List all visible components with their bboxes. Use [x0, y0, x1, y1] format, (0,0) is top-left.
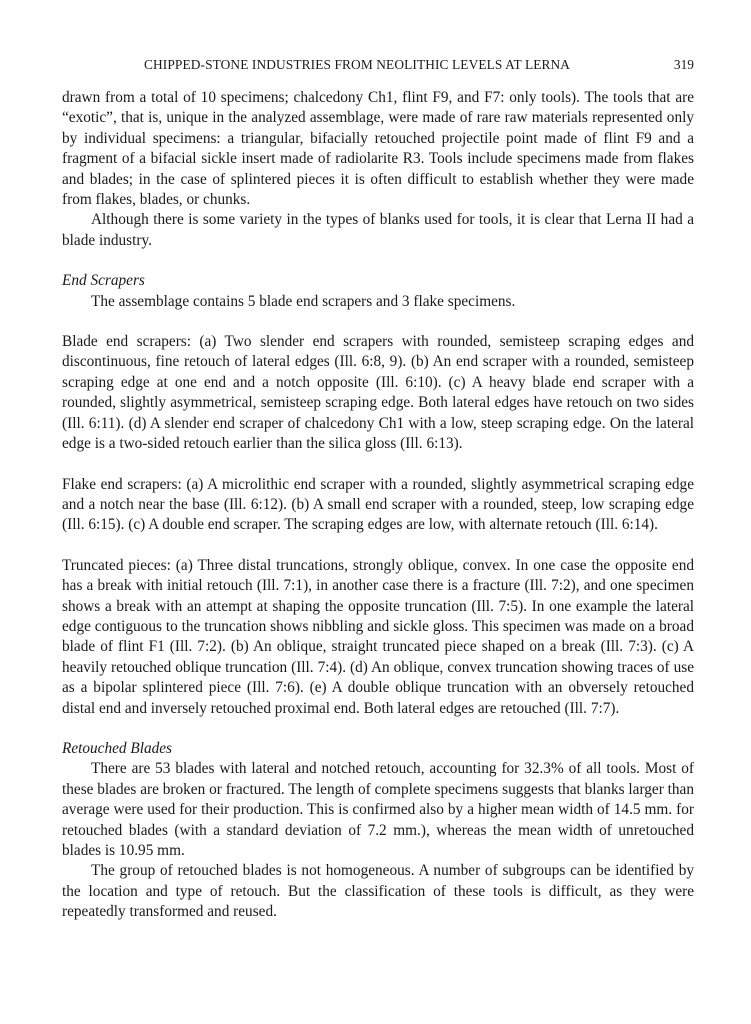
paragraph-end-scrapers: The assemblage contains 5 blade end scrapers and 3 flake specimens.	[91, 292, 516, 310]
paragraph-truncated-pieces: Truncated pieces: (a) Three distal truncations, strongly oblique, convex. In one case the opposite end has a break with initial retouch (Ill. 7:1), in another case there is a fracture (Ill. 7:2), and one specimen shows a break with an attempt at shaping the opposite truncation (Ill. 7:5). In one example the lateral edge contiguous to the truncation shows nibbling and sickle gloss. This specimen was made on a broad blade of flint F1 (Ill. 7:2). (b) An oblique, straight truncated piece shaped on a break (Ill. 7:3). (c) A heavily retouched oblique truncation (Ill. 7:4). (d) An oblique, convex truncation showing traces of use as a bipolar splintered piece (Ill. 7:6). (e) A double oblique truncation with an obversely retouched distal end and inversely retouched proximal end. Both lateral edges are retouched (Ill. 7:7).	[62, 556, 694, 717]
paragraph-retouched-blades-1: There are 53 blades with lateral and notched retouch, accounting for 32.3% of all tools. Most of these blades are broken or fractured. The length of complete specimens suggests that blanks larger than average were used for their production. This is confirmed also by a higher mean width of 14.5 mm. for retouched blades (with a standard deviation of 7.2 mm.), whereas the mean width of unretouched blades is 10.95 mm.	[62, 760, 694, 859]
page-number: 319	[673, 57, 694, 72]
paragraph-retouched-blades-2: The group of retouched blades is not homogeneous. A number of subgroups can be identified by the location and type of retouch. But the classification of these tools is difficult, as they were repeatedly transformed and reused.	[62, 862, 694, 921]
paragraph-flake-end-scrapers: Flake end scrapers: (a) A microlithic end scraper with a rounded, slightly asymmetrical scraping edge and a notch near the base (Ill. 6:12). (b) A small end scraper with a rounded, steep, low scraping edge (Ill. 6:15). (c) A double end scraper. The scraping edges are low, with alternate retouch (Ill. 6:14).	[62, 475, 694, 534]
page-body	[62, 88, 694, 923]
running-title: CHIPPED-STONE INDUSTRIES FROM NEOLITHIC LEVELS AT LERNA	[144, 57, 571, 72]
section-heading-retouched-blades: Retouched Blades	[62, 739, 173, 757]
paragraph-blanks: Although there is some variety in the types of blanks used for tools, it is clear that Lerna II had a blade industry.	[62, 211, 694, 249]
section-heading-end-scrapers: End Scrapers	[62, 272, 145, 290]
paragraph-intro: drawn from a total of 10 specimens; chalcedony Ch1, flint F9, and F7: only tools). The tools that are “exotic”, that is, unique in the analyzed assemblage, were made of rare raw materials represented only by individual specimens: a triangular, bifacially retouched projectile point made of flint F9 and a fragment of a bifacial sickle insert made of radiolarite R3. Tools include specimens made from flakes and blades; in the case of splintered pieces it is often difficult to establish whether they were made from flakes, blades, or chunks.	[62, 89, 694, 209]
paragraph-blade-end-scrapers: Blade end scrapers: (a) Two slender end scrapers with rounded, semisteep scraping edges and discontinuous, fine retouch of lateral edges (Ill. 6:8, 9). (b) An end scraper with a rounded, semisteep scraping edge at one end and a notch opposite (Ill. 6:10). (c) A heavy blade end scraper with a rounded, slightly asymmetrical, semisteep scraping edge. Both lateral edges have retouch on two sides (Ill. 6:11). (d) A slender end scraper of chalcedony Ch1 with a low, steep scraping edge. On the lateral edge is a two-sided retouch earlier than the silica gloss (Ill. 6:13).	[62, 333, 694, 453]
page-header	[62, 57, 694, 77]
